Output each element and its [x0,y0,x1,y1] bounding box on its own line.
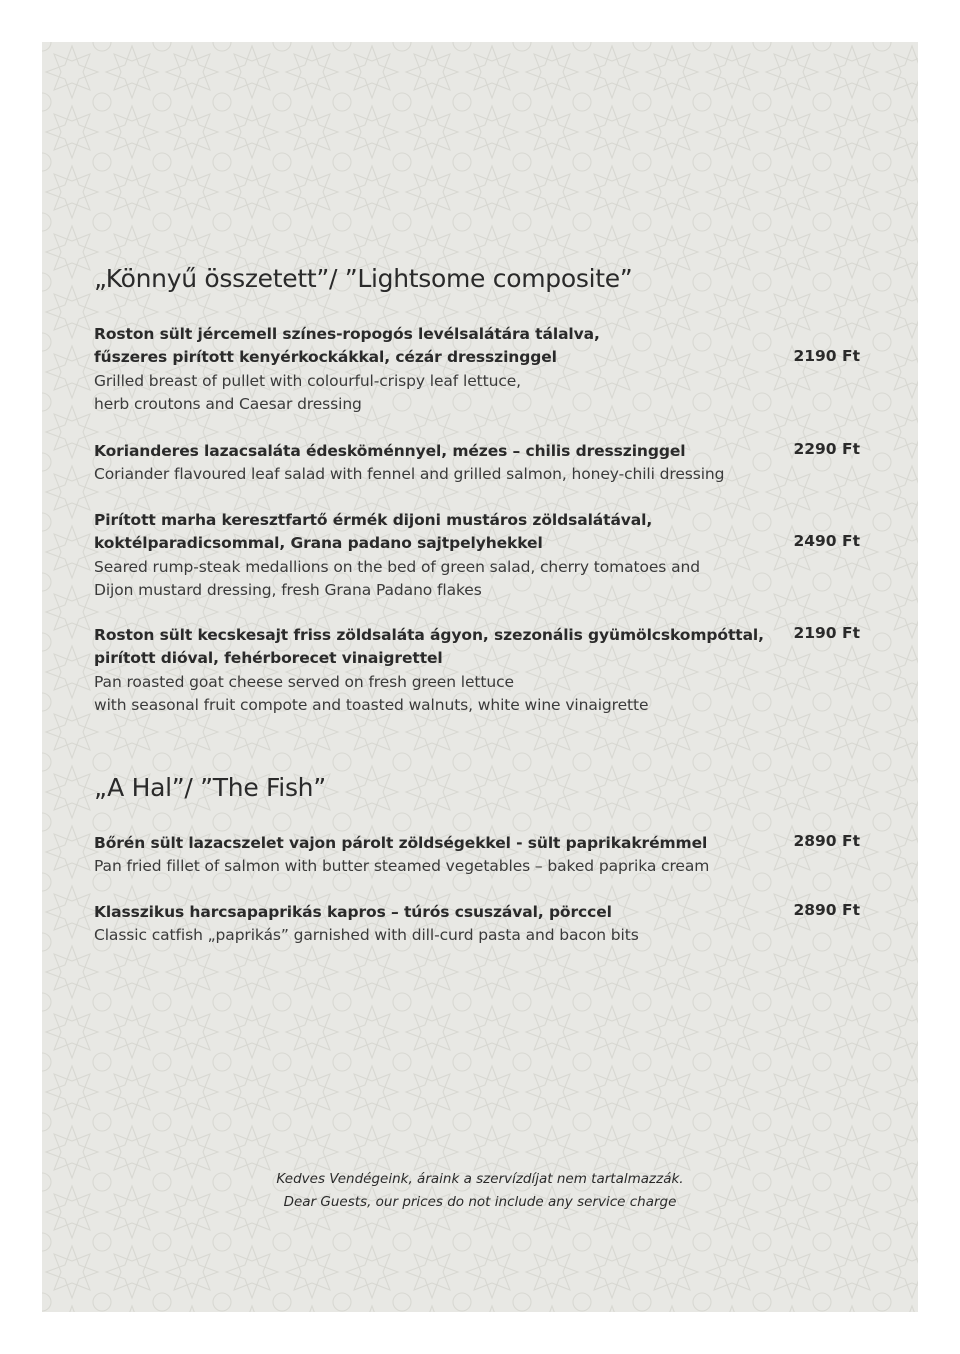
menu-item-chicken-salad [94,323,774,416]
item-name-hu: Klasszikus harcsapaprikás kapros – túrós csuszával, pörccel [94,903,612,921]
item-name-hu: Korianderes lazacsaláta édesköménnyel, mézes – chilis dresszinggel [94,442,686,460]
section-title-fish: „A Hal”/ ”The Fish” [94,773,326,802]
menu-page [42,42,918,1312]
item-price: 2190 Ft [793,347,860,365]
item-name-en: Classic catfish „paprikás” garnished with dill-curd pasta and bacon bits [94,926,639,945]
item-name-en: Seared rump-steak medallions on the bed of green salad, cherry tomatoes and Dijon mustard dressing, fresh Grana Padano flakes [94,557,700,599]
menu-content [42,42,918,1312]
item-name-en: Coriander flavoured leaf salad with fennel and grilled salmon, honey-chili dressing [94,465,725,484]
item-name-hu: Roston sült kecskesajt friss zöldsaláta ágyon, szezonális gyümölcskompóttal, pirított dióval, fehérborecet vinaigrettel [94,626,764,668]
item-price: 2890 Ft [793,901,860,919]
section-title-lightsome: „Könnyű összetett”/ ”Lightsome composite” [94,264,633,293]
item-price: 2890 Ft [793,832,860,850]
item-name-en: Pan fried fillet of salmon with butter steamed vegetables – baked paprika cream [94,857,710,876]
footer-note-hu: Kedves Vendégeink, áraink a szervízdíjat nem tartalmazzák. [276,1171,684,1187]
menu-item-salmon-fillet [94,832,774,879]
service-charge-note [42,1168,918,1214]
item-name-en: Pan roasted goat cheese served on fresh green lettuce with seasonal fruit compote and toasted walnuts, white wine vinaigrette [94,672,649,714]
menu-item-salmon-salad [94,440,774,487]
item-price: 2190 Ft [793,624,860,642]
menu-item-goat-cheese [94,624,774,717]
item-name-hu: Roston sült jércemell színes-ropogós levélsalátára tálalva, fűszeres pirított kenyérkockákkal, cézár dresszinggel [94,325,600,367]
footer-note-en: Dear Guests, our prices do not include any service charge [283,1194,677,1210]
item-name-hu: Pirított marha keresztfartő érmék dijoni mustáros zöldsalátával, koktélparadicsommal, Grana padano sajtpelyhekkel [94,511,653,553]
menu-item-catfish [94,901,774,948]
item-name-hu: Bőrén sült lazacszelet vajon párolt zöldségekkel - sült paprikakrémmel [94,834,708,852]
item-price: 2290 Ft [793,440,860,458]
item-name-en: Grilled breast of pullet with colourful-crispy leaf lettuce, herb croutons and Caesar dressing [94,371,522,413]
item-price: 2490 Ft [793,532,860,550]
menu-item-rump-steak [94,509,774,602]
